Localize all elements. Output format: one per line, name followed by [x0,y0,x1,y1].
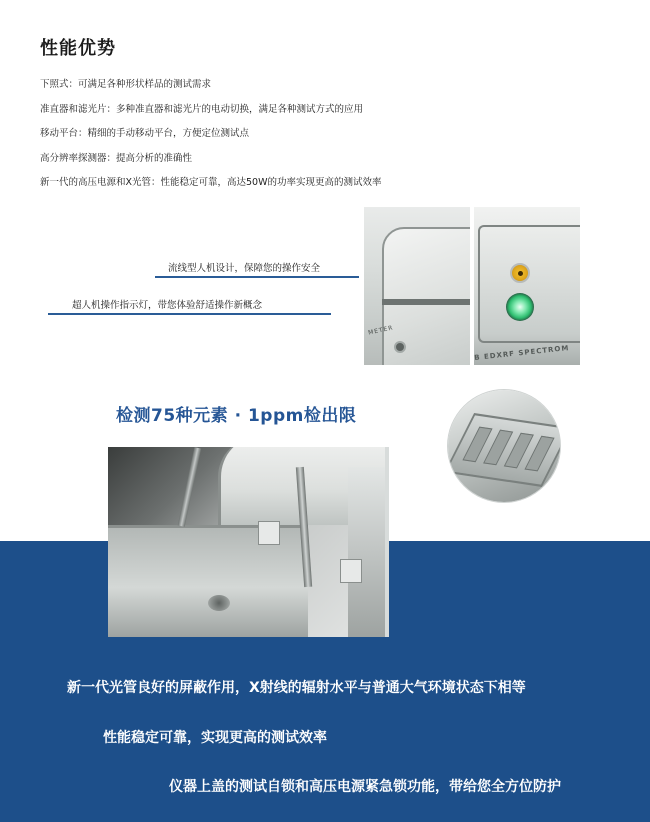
sample-chamber-photo [108,447,389,637]
callout-indicator-light: 超人机操作指示灯，带您体验舒适操作新概念 [72,300,263,311]
feature-item: 移动平台：精细的手动移动平台，方便定位测试点 [40,128,250,139]
lid-rim-shape [382,299,470,305]
sample-tray-photo [448,390,560,502]
chamber-side-shape [348,467,389,637]
panel-label-text: B EDXRF SPECTROM [474,344,570,362]
band-text-safety-lock: 仪器上盖的测试自锁和高压电源紧急锁功能，带给您全方位防护 [169,779,561,795]
gas-strut-left [178,447,201,527]
feature-item: 准直器和滤光片：多种准直器和滤光片的电动切换，满足各种测试方式的应用 [40,103,364,115]
band-text-stability: 性能稳定可靠，实现更高的测试效率 [103,730,327,746]
lid-knob-shape [394,341,406,353]
radiation-warning-icon [510,263,530,283]
callout-ergonomic: 流线型人机设计，保障您的操作安全 [168,263,321,274]
panel-frame-shape [478,225,580,343]
lid-hinge-shape [340,559,362,583]
indicator-panel-photo [474,207,580,365]
green-indicator-light-icon [506,293,534,321]
sample-tray-shape [448,413,560,487]
feature-list [40,78,460,201]
band-text-shielding: 新一代光管良好的屏蔽作用，X射线的辐射水平与普通大气环境状态下相等 [67,680,526,696]
callout-underline [48,313,331,315]
lid-hinge-shape [258,521,280,545]
feature-item: 下照式：可满足各种形状样品的测试需求 [40,79,212,90]
feature-item: 新一代的高压电源和X光管：性能稳定可靠，高达50W的功率实现更高的测试效率 [40,177,382,188]
measurement-window-shape [208,595,230,611]
section-title: 性能优势 [40,38,116,59]
instrument-lid-photo [364,207,470,365]
lid-label-text: METER [367,324,395,337]
feature-item: 高分辨率探测器：提高分析的准确性 [40,152,193,164]
element-detection-heading: 检测75种元素 · 1ppm检出限 [116,406,357,426]
callout-underline [155,276,359,278]
